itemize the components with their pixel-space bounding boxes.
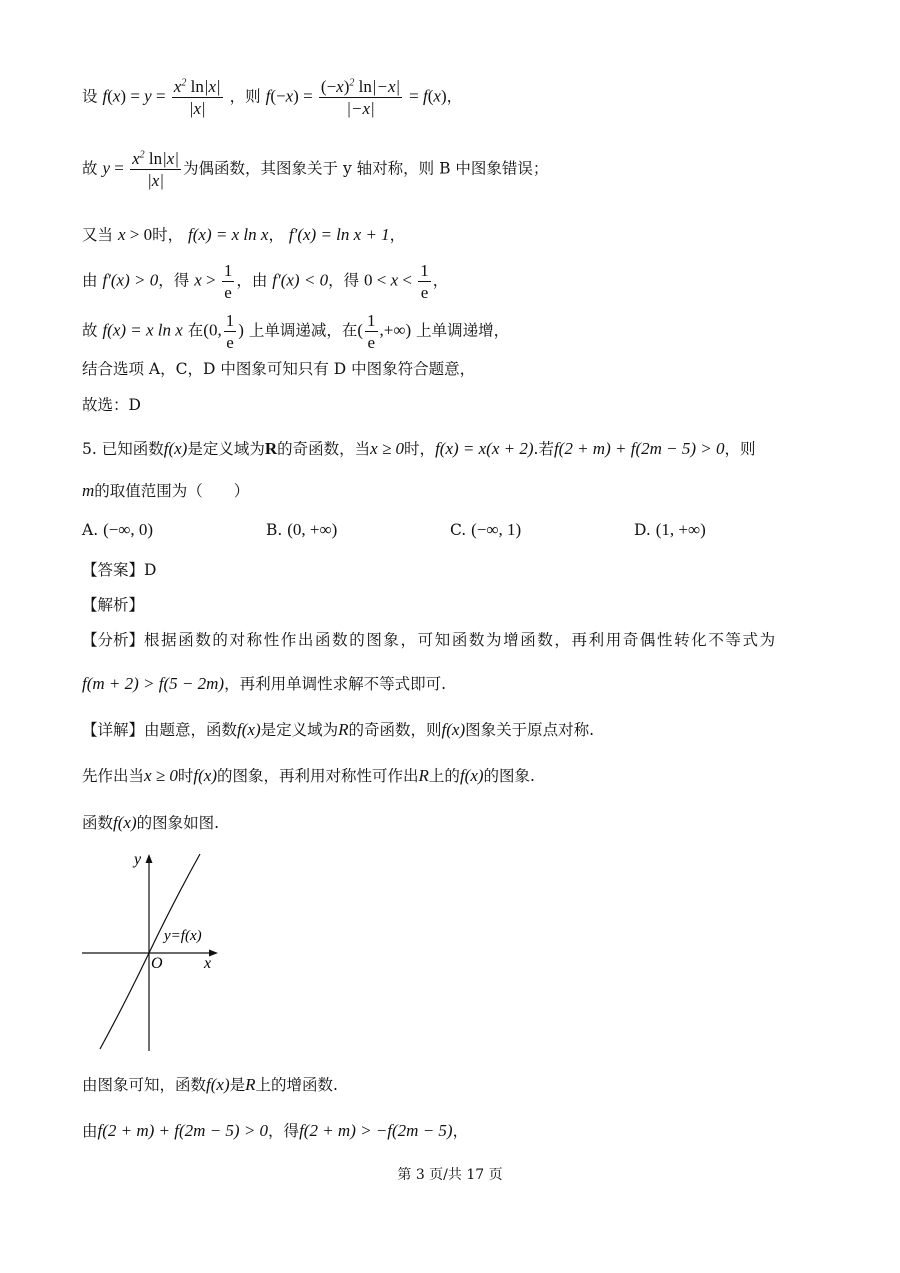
- math-expr: f(x): [113, 813, 137, 832]
- fraction: $\frac{x^2 \ln|x|}{|x|}$: [173, 77, 221, 118]
- fraction: $\frac{1}{e}$: [420, 261, 429, 302]
- option-label: B.: [266, 521, 283, 539]
- text: 由: [82, 1122, 98, 1140]
- math-expr: f(2 + m) + f(2m − 5) > 0: [97, 1121, 269, 1140]
- line-choice: 故选：D: [82, 396, 141, 414]
- text: ，则: [229, 87, 261, 106]
- math-expr: m: [82, 481, 95, 500]
- text: 又当: [82, 226, 114, 244]
- text: ，: [452, 1122, 469, 1140]
- text: 故: [82, 321, 98, 340]
- math-expr: f′(x) > 0: [102, 270, 159, 290]
- text: 的图象，再利用对称性可作出: [217, 767, 419, 785]
- text: .若: [533, 440, 554, 458]
- option-label: C.: [450, 521, 467, 539]
- text: 由图象可知，函数: [82, 1076, 207, 1094]
- fraction: $\frac{1}{e}$: [223, 261, 233, 302]
- text: 上的: [428, 767, 460, 785]
- text: 上单调递增，: [416, 321, 510, 340]
- text: 根据函数的对称性作出函数的图象，可知函数为增函数，再利用奇偶性转化不等式为: [144, 631, 777, 649]
- math-f-def: f: [102, 86, 108, 106]
- text: ，则: [724, 440, 756, 458]
- curve-label: y=f(x): [164, 928, 202, 944]
- curve: [100, 854, 200, 1049]
- text: 时: [177, 767, 194, 785]
- text: 故: [82, 159, 98, 178]
- line-monotonic: 故 f(x) = x ln x 在(0, $\frac{1}{e}$ ) 上单调递减，在( $\frac{1}{e}$ ,+∞) 上单调递增，: [82, 311, 510, 352]
- option-value: (−∞, 1): [471, 520, 522, 539]
- line-derivative-sign: 由 f′(x) > 0，得 x > $\frac{1}{e}$ ，由 f′(x) < 0，得 0 < x < $\frac{1}{e}$ ，: [82, 261, 449, 302]
- y-axis-label: y: [134, 851, 142, 868]
- line-even-check: 设 f(x) = y = $\frac{x^2 \ln|x|}{|x|}$ ，则 f(−x) = $\frac{(-x)^2 \ln|-x|}{|-x|}$ = f(x)，: [82, 77, 463, 118]
- text: 上单调递减，在: [248, 321, 358, 340]
- fraction: $\frac{1}{e}$: [225, 311, 235, 352]
- option-value: (−∞, 0): [103, 520, 154, 539]
- line-choice-reason: 结合选项 A，C，D 中图象可知只有 D 中图象符合题意，: [82, 360, 476, 378]
- text: 时，: [404, 440, 436, 458]
- text: ，: [389, 226, 406, 244]
- math-expr: f(x): [459, 766, 484, 785]
- text: ，: [268, 226, 284, 244]
- text: 是定义域为: [260, 721, 339, 739]
- text: 的图象.: [483, 767, 535, 785]
- math-expr: f(x): [441, 720, 466, 739]
- text: ，再利用单调性求解不等式即可.: [224, 675, 446, 693]
- math-expr: x ≥ 0: [144, 766, 178, 785]
- fraction: $\frac{x^2 \ln|x|}{|x|}$: [132, 149, 180, 190]
- math-expr: f(x) = x ln x: [188, 225, 269, 244]
- text: 是: [229, 1076, 246, 1094]
- analysis-summary: [82, 633, 777, 649]
- fraction: $\frac{1}{e}$: [367, 311, 376, 352]
- math-expr: f(x): [237, 720, 261, 739]
- math-expr: f(m + 2) > f(5 − 2m): [82, 674, 225, 693]
- section-tag: 【分析】: [82, 631, 145, 649]
- text: 是定义域为: [187, 440, 265, 458]
- option-label: D.: [634, 521, 651, 539]
- math-expr: f(2 + m) > −f(2m − 5): [299, 1121, 453, 1140]
- math-expr: f′(x) < 0: [272, 270, 329, 290]
- option-value: (0, +∞): [287, 520, 338, 539]
- detail-odd: [82, 721, 594, 739]
- answer: 【答案】D: [82, 561, 157, 579]
- math-expr: f(x): [206, 1075, 230, 1094]
- text: 图象关于原点对称.: [465, 721, 595, 739]
- text: 的奇函数，则: [348, 721, 442, 739]
- text: ，: [446, 87, 463, 106]
- fraction: $\frac{(-x)^2 \ln|-x|}{|-x|}$: [320, 77, 401, 118]
- text: ，得: [268, 1122, 300, 1140]
- text: ，: [432, 271, 449, 290]
- set-symbol: R: [245, 1075, 256, 1094]
- question-number: 5.: [82, 440, 97, 458]
- y-axis-arrow: [146, 854, 153, 863]
- function-graph: [80, 846, 230, 1056]
- math-expr: x ≥ 0: [370, 439, 405, 458]
- text: 先作出当: [82, 767, 145, 785]
- text: ，由: [236, 271, 268, 290]
- option-b[interactable]: [266, 520, 337, 540]
- text: 设: [82, 87, 98, 106]
- text: 的图象如图.: [136, 814, 220, 832]
- line-even-conclusion: 故 y = $\frac{x^2 \ln|x|}{|x|}$ 为偶函数，其图象关于 y 轴对称，则 B 中图象错误；: [82, 149, 549, 190]
- set-symbol: R: [338, 720, 349, 739]
- text: 已知函数: [101, 440, 164, 458]
- text: ，得: [328, 271, 360, 290]
- math-expr: f(x) = x ln x: [102, 320, 183, 340]
- math-expr: f(x): [193, 766, 218, 785]
- math-expr: f(x): [163, 439, 188, 458]
- line-positive-case: 又当 x > 0时， f(x) = x ln x， f′(x) = ln x + 1，: [82, 225, 406, 244]
- math-expr: f(2 + m) + f(2m − 5) > 0: [553, 439, 725, 458]
- text: 为偶函数，其图象关于 y 轴对称，则 B 中图象错误；: [183, 159, 549, 178]
- text: 函数: [82, 814, 114, 832]
- page-footer: 第 3 页/共 17 页: [397, 1167, 503, 1183]
- text: 由: [82, 271, 98, 290]
- option-a[interactable]: [82, 520, 153, 540]
- text: ，得: [158, 271, 190, 290]
- detail-graph-intro: [82, 814, 219, 832]
- text: 由题意，函数: [144, 721, 238, 739]
- option-value: (1, +∞): [655, 520, 706, 539]
- option-c[interactable]: [450, 520, 521, 540]
- x-axis-label: x: [204, 955, 212, 972]
- option-d[interactable]: [634, 520, 706, 540]
- text: 的取值范围为（ ）: [94, 482, 250, 500]
- analysis-heading: 【解析】: [82, 596, 145, 614]
- origin-label: O: [151, 955, 163, 972]
- set-symbol: R: [264, 439, 278, 458]
- detail-draw: [82, 767, 535, 785]
- text: 的奇函数，当: [277, 440, 371, 458]
- text: 上的增函数.: [255, 1076, 338, 1094]
- question-5-stem: [82, 440, 756, 458]
- option-label: A.: [82, 521, 99, 539]
- section-tag: 【详解】: [82, 721, 145, 739]
- detail-inequality: [82, 1122, 468, 1140]
- detail-increasing: [82, 1076, 338, 1094]
- text: 在: [187, 321, 204, 340]
- question-5-stem-2: [82, 482, 249, 500]
- set-symbol: R: [418, 766, 429, 785]
- analysis-summary-2: [82, 675, 446, 693]
- math-expr: f′(x) = ln x + 1: [288, 225, 390, 244]
- math-expr: f(x) = x(x + 2): [435, 439, 534, 458]
- text: 时，: [152, 226, 184, 244]
